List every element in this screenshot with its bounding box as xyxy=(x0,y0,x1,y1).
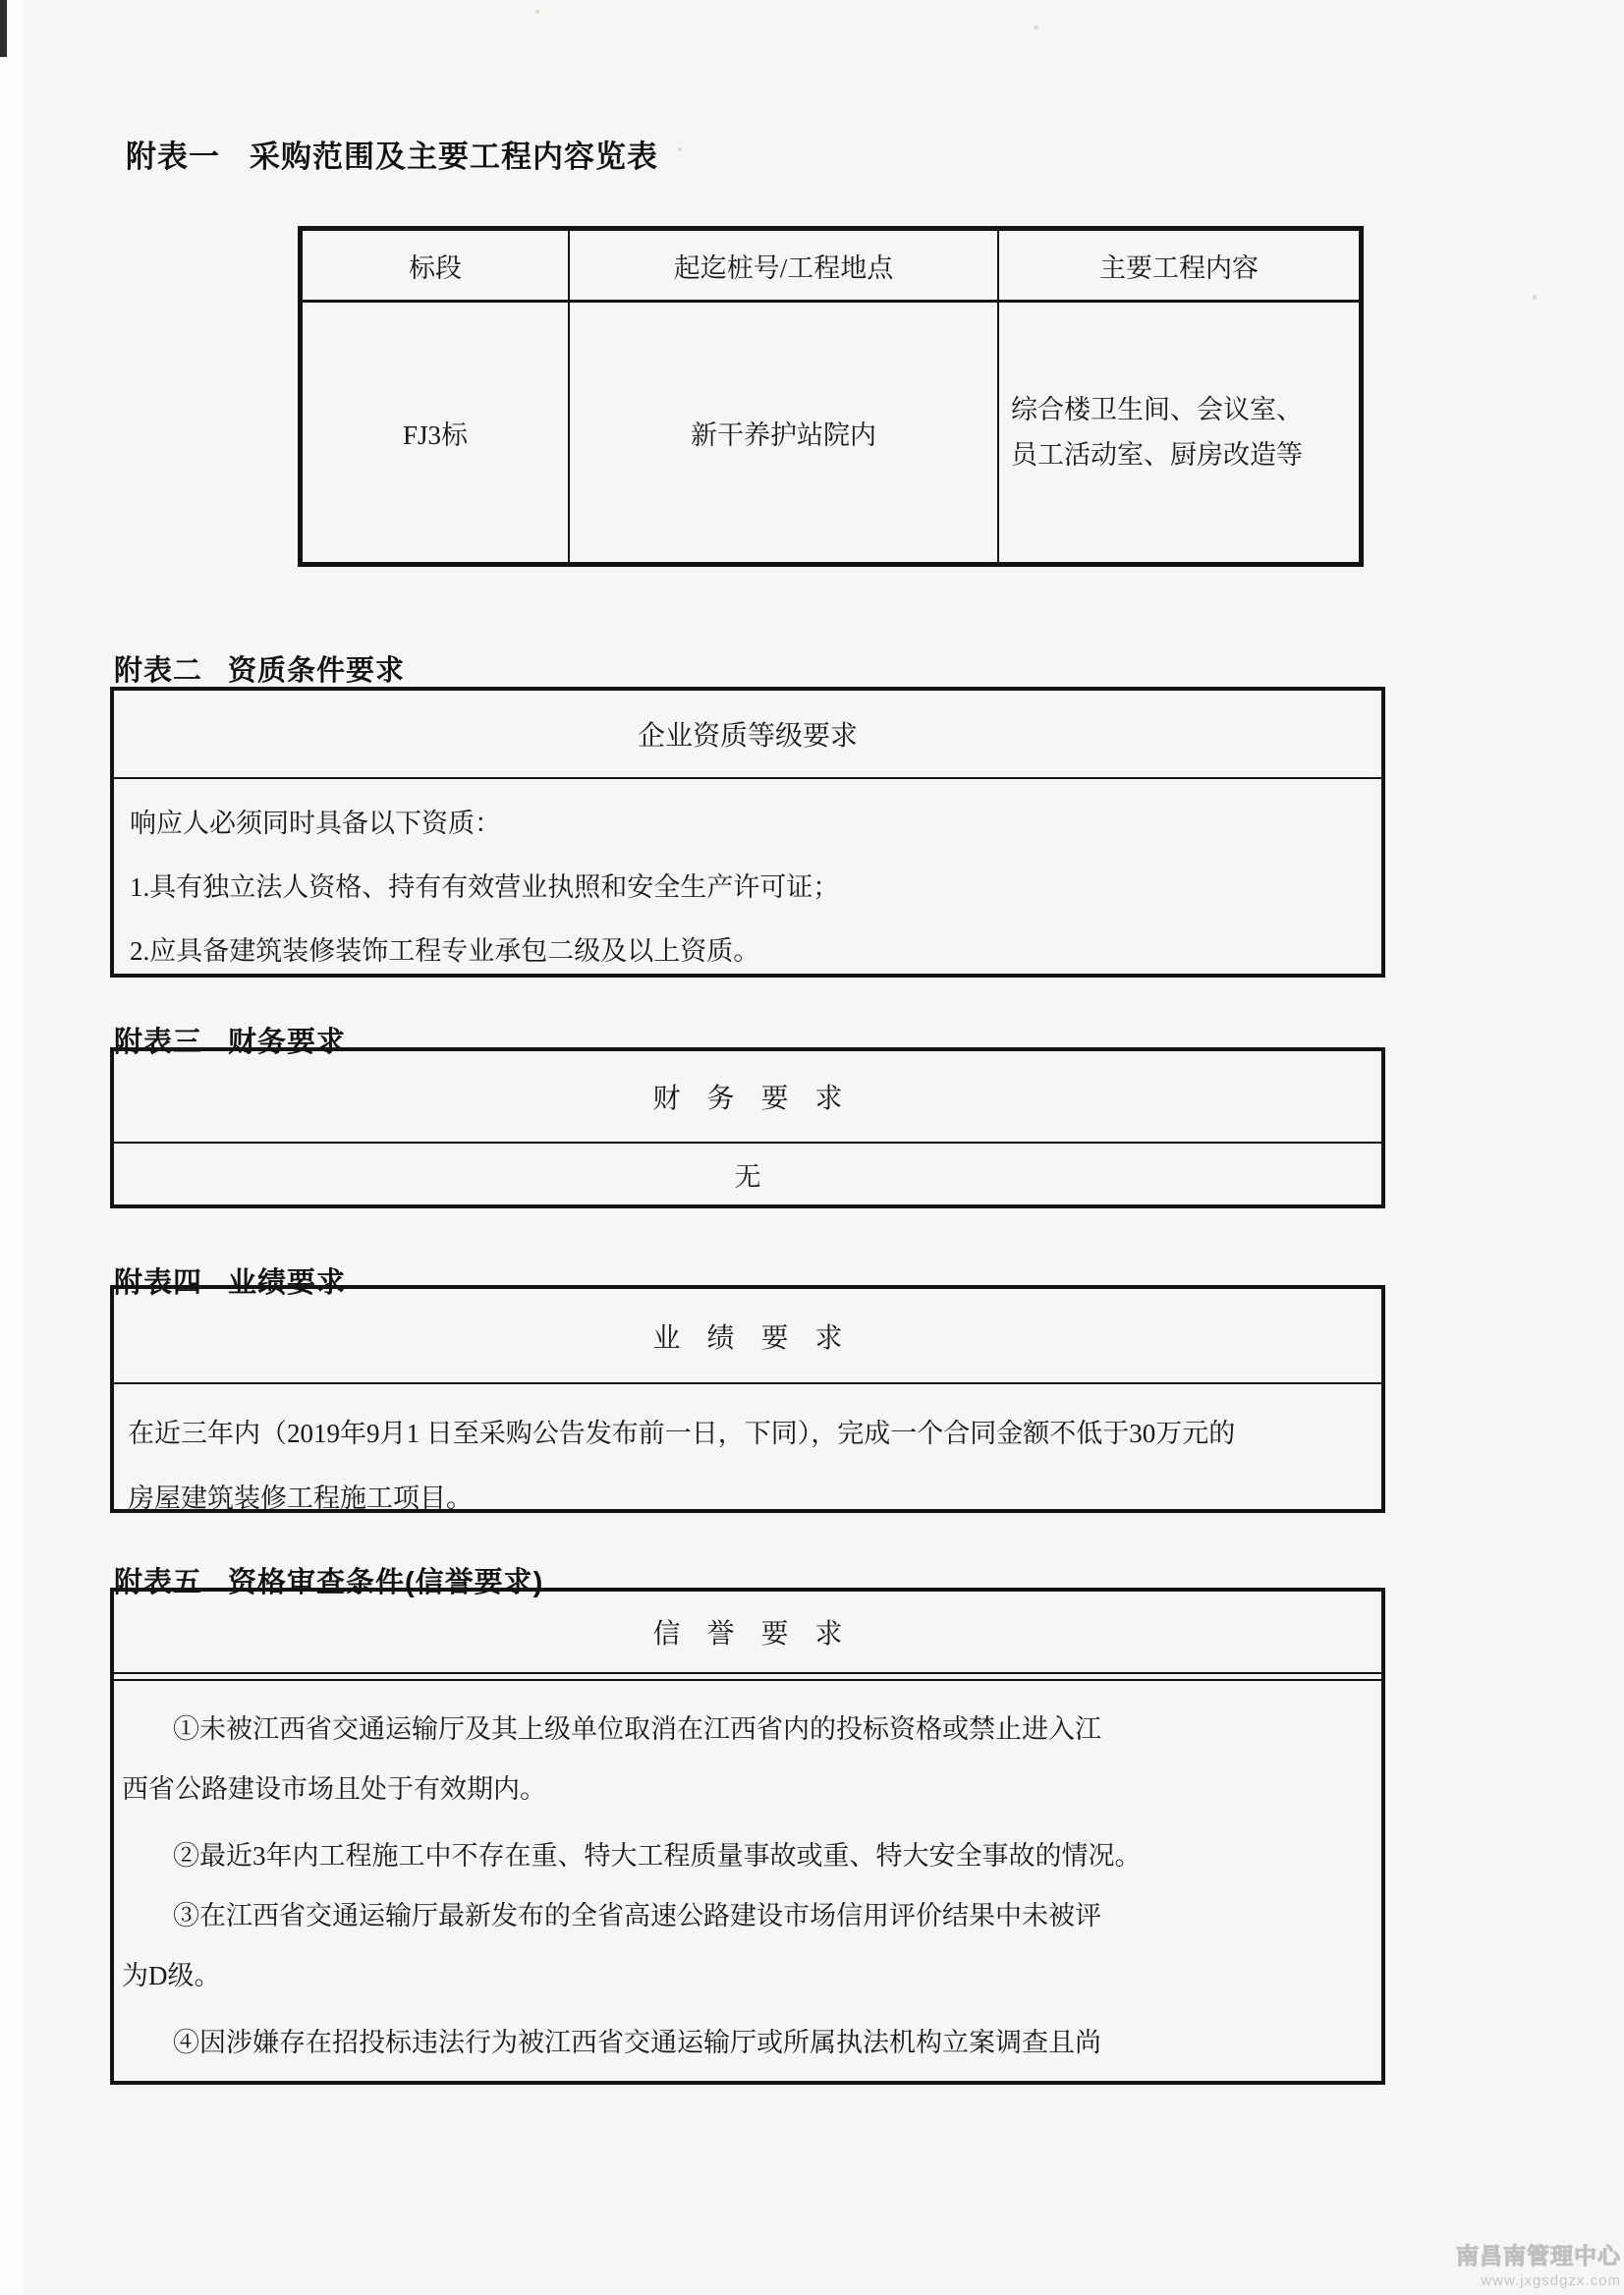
performance-line: 房屋建筑装修工程施工项目。 xyxy=(128,1483,473,1513)
performance-table-body xyxy=(114,1384,1381,1528)
qualification-line: 2.应具备建筑装修装饰工程专业承包二级及以上资质。 xyxy=(130,936,760,966)
credit-table-body xyxy=(114,1679,1381,2081)
credit-line: ③在江西省交通运输厅最新发布的全省高速公路建设市场信用评价结果中未被评 xyxy=(173,1901,1101,1931)
scan-edge-artifact xyxy=(0,0,7,57)
scope-table xyxy=(298,226,1364,567)
performance-line: 在近三年内（2019年9月1 日至采购公告发布前一日，下同），完成一个合同金额不低于30万元的 xyxy=(128,1418,1236,1448)
financial-table-header: 财 务 要 求 xyxy=(114,1051,1381,1144)
credit-line: 为D级。 xyxy=(122,1961,221,1990)
scope-content-line2: 员工活动室、厨房改造等 xyxy=(1011,440,1303,470)
section4-title: 业绩要求 xyxy=(228,1267,347,1299)
section3-title: 财务要求 xyxy=(228,1027,347,1058)
credit-table-header: 信 誉 要 求 xyxy=(114,1592,1381,1674)
section2-heading xyxy=(114,648,405,689)
scope-table-cell-bid: FJ3标 xyxy=(303,303,570,562)
section1-heading xyxy=(126,132,658,176)
section5-label: 附表五 xyxy=(114,1567,203,1598)
scan-speck xyxy=(678,147,682,151)
credit-table xyxy=(110,1588,1385,2085)
scope-table-cell-location: 新干养护站院内 xyxy=(570,303,999,562)
site-watermark xyxy=(1456,2238,1621,2289)
section2-title: 资质条件要求 xyxy=(228,655,406,687)
scope-table-header-location: 起迄桩号/工程地点 xyxy=(570,231,999,303)
credit-line: 西省公路建设市场且处于有效期内。 xyxy=(122,1774,546,1804)
credit-line: ①未被江西省交通运输厅及其上级单位取消在江西省内的投标资格或禁止进入江 xyxy=(173,1714,1101,1744)
qualification-line: 响应人必须同时具备以下资质： xyxy=(130,809,501,838)
credit-line: ④因涉嫌存在招投标违法行为被江西省交通运输厅或所属执法机构立案调查且尚 xyxy=(173,2028,1101,2057)
scan-speck xyxy=(1533,295,1537,300)
section1-title: 采购范围及主要工程内容览表 xyxy=(250,140,658,174)
financial-table xyxy=(110,1047,1385,1208)
credit-line: ②最近3年内工程施工中不存在重、特大工程质量事故或重、特大安全事故的情况。 xyxy=(173,1841,1142,1871)
scope-table-header-content: 主要工程内容 xyxy=(999,231,1359,303)
scan-speck xyxy=(1034,26,1038,29)
section1-label: 附表一 xyxy=(126,140,220,174)
performance-table xyxy=(110,1285,1385,1513)
watermark-name: 南昌南管理中心 xyxy=(1456,2243,1621,2268)
scope-table-header-bid: 标段 xyxy=(303,231,570,303)
scope-table-cell-content xyxy=(999,303,1359,562)
scope-content-line1: 综合楼卫生间、会议室、 xyxy=(1011,395,1303,424)
qualification-line: 1.具有独立法人资格、持有有效营业执照和安全生产许可证； xyxy=(130,872,840,902)
performance-table-header: 业 绩 要 求 xyxy=(114,1289,1381,1384)
section2-label: 附表二 xyxy=(114,655,203,687)
financial-table-body: 无 xyxy=(734,1161,761,1192)
section4-label: 附表四 xyxy=(114,1267,203,1299)
scan-left-margin xyxy=(0,0,24,2295)
qualification-table-header: 企业资质等级要求 xyxy=(114,691,1381,779)
watermark-url: www.jxgsdgzx.com xyxy=(1481,2272,1621,2289)
section5-title: 资格审查条件(信誉要求) xyxy=(228,1567,544,1598)
qualification-table xyxy=(110,687,1385,978)
qualification-table-body xyxy=(114,779,1381,980)
scan-speck xyxy=(535,10,539,14)
section3-label: 附表三 xyxy=(114,1027,203,1058)
